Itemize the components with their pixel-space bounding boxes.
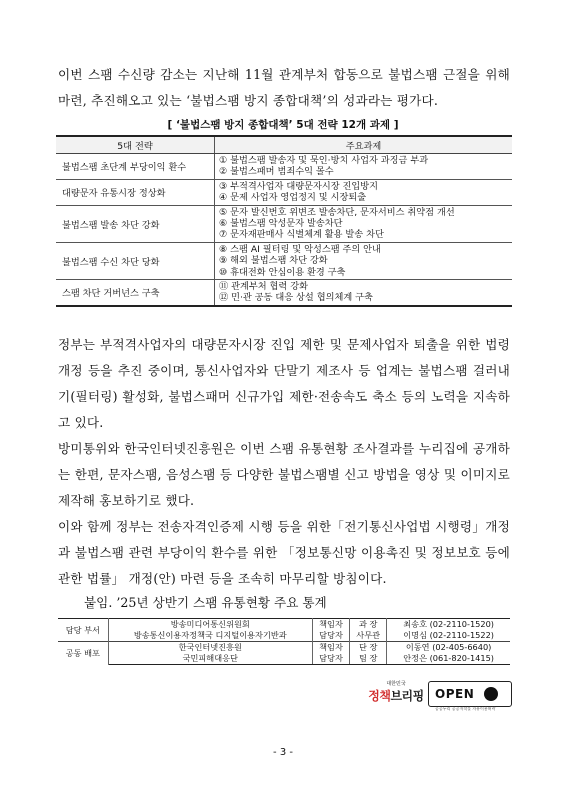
task-item: ⑩ 휴대전화 안심이용 환경 구축 bbox=[219, 266, 346, 278]
strategy-row bbox=[56, 280, 512, 306]
contact-org: 방송통신이용자정책국 디지털이용자기반과 bbox=[108, 630, 312, 642]
strategy-row bbox=[56, 205, 512, 242]
contact-title: 단 장 bbox=[350, 642, 387, 654]
contact-name-phone: 이명심 (02-2110-1522) bbox=[403, 630, 494, 640]
contact-org: 방송미디어통신위원회 bbox=[108, 619, 312, 631]
tasks-cell bbox=[215, 154, 513, 180]
logo-red-text: 정책 bbox=[368, 689, 391, 703]
task-item: ② 불법스패머 범죄수익 몰수 bbox=[219, 166, 334, 178]
strategy-table bbox=[56, 135, 512, 307]
strategy-cell: 불법스팸 수신 차단 당화 bbox=[56, 242, 215, 279]
strategy-row bbox=[56, 154, 512, 180]
contact-role: 담당자 bbox=[312, 630, 349, 642]
tasks-cell bbox=[215, 242, 513, 279]
paragraph-law-revision: 이와 함께 정부는 전송자격인증제 시행 등을 위한「전기통신사업법 시행령」개정과 불법스팸 관련 부당이익 환수를 위한 「정보통신망 이용촉진 및 정보보호 등에 관한 법률」 개정(안) 마련 등을 조속히 마무리할 방침이다. bbox=[58, 519, 510, 586]
task-item: ⑨ 해외 불법스팸 차단 강화 bbox=[219, 255, 328, 267]
logo-black-text: 브리핑 bbox=[390, 689, 424, 703]
task-item: ⑪ 관계부처 협력 강화 bbox=[219, 281, 308, 293]
contact-org: 한국인터넷진흥원 bbox=[108, 642, 312, 654]
logo-small-text: 대한민국 bbox=[386, 681, 406, 687]
page-number: - 3 - bbox=[273, 747, 293, 758]
strategy-cell: 불법스팸 초단계 부당이익 환수 bbox=[56, 154, 215, 180]
contact-group: 공동 배포 bbox=[58, 642, 108, 665]
strategy-table-header bbox=[56, 136, 512, 154]
contact-group: 담당 부서 bbox=[58, 619, 108, 642]
task-item: ③ 부적격사업자 대량문자시장 진입방지 bbox=[219, 180, 378, 192]
header-tasks: 주요과제 bbox=[215, 136, 513, 154]
paragraph-promotion: 방미통위와 한국인터넷진흥원은 이번 스팸 유통현황 조사결과를 누리집에 공개하는 한편, 문자스팸, 음성스팸 등 다양한 불법스팸별 신고 방법을 영상 및 이미지로 제작해 홍보하기로 했다. bbox=[58, 441, 510, 508]
contact-table bbox=[58, 618, 510, 665]
contact-role: 책임자 bbox=[312, 642, 349, 654]
contact-row bbox=[58, 642, 510, 654]
contact-name-phone: 최송호 (02-2110-1520) bbox=[387, 619, 510, 631]
open-subtext: 공공누리 공공저작물 자유이용허락 bbox=[435, 706, 496, 711]
contact-role: 책임자 bbox=[312, 619, 349, 631]
tasks-cell bbox=[215, 205, 513, 242]
strategy-row bbox=[56, 242, 512, 279]
contact-title: 과 장 bbox=[350, 619, 387, 631]
strategy-cell: 불법스팸 발송 차단 강화 bbox=[56, 205, 215, 242]
task-item: ① 불법스팸 발송자 및 묵인·방치 사업자 과징금 부과 bbox=[219, 155, 429, 166]
contact-title: 사무관 bbox=[350, 630, 387, 642]
open-license-logo bbox=[428, 681, 512, 711]
task-item: ⑤ 문자 발신번호 위변조 발송차단, 문자서비스 취약점 개선 bbox=[219, 206, 455, 218]
contact-row bbox=[58, 619, 510, 631]
strategy-cell: 대량문자 유통시장 정상화 bbox=[56, 179, 215, 205]
task-item: ⑦ 문자재판매사 식별체계 활용 발송 차단 bbox=[219, 229, 384, 241]
logo-big-text bbox=[368, 687, 424, 704]
tasks-cell bbox=[215, 280, 513, 306]
strategy-row bbox=[56, 179, 512, 205]
task-item: ⑥ 불법스팸 악성문자 발송차단 bbox=[219, 218, 343, 230]
contact-role: 담당자 bbox=[312, 653, 349, 665]
contact-row bbox=[58, 630, 510, 642]
header-strategy: 5대 전략 bbox=[56, 136, 215, 154]
contact-name-phone: 이동연 (02-405-6640) bbox=[387, 642, 510, 654]
open-text: OPEN bbox=[435, 687, 475, 701]
paragraph-spam-decrease: 이번 스팸 수신량 감소는 지난해 11월 관계부처 합동으로 불법스팸 근절을 위해 마련, 추진해오고 있는 ‘불법스팸 방지 종합대책’의 성과라는 평가다. bbox=[58, 67, 510, 108]
contact-name-phone: 안정은 (061-820-1415) bbox=[387, 653, 510, 665]
contact-title: 팀 장 bbox=[350, 653, 387, 665]
strategy-cell: 스팸 차단 거버넌스 구축 bbox=[56, 280, 215, 306]
task-item: ⑧ 스팸 AI 필터링 및 악성스팸 주의 안내 bbox=[219, 243, 381, 255]
tasks-cell bbox=[215, 179, 513, 205]
strategy-table-title: [ ‘불법스팸 방지 종합대책’ 5대 전략 12개 과제 ] bbox=[167, 119, 399, 131]
contact-row bbox=[58, 653, 510, 665]
task-item: ⑫ 민·관 공동 대응 상설 협의체계 구축 bbox=[219, 292, 373, 304]
person-icon bbox=[484, 687, 498, 701]
attachment-note: 붙임. ’25년 상반기 스팸 유통현황 주요 통계 bbox=[84, 595, 327, 610]
paragraph-government-measures: 정부는 부적격사업자의 대량문자시장 진입 제한 및 문제사업자 퇴출을 위한 법령 개정 등을 추진 중이며, 통신사업자와 단말기 제조사 등 업계는 불법스팸 걸러내기(필터링) 활성화, 불법스패머 신규가입 제한·전송속도 축소 등의 노력을 지속하고 있다. bbox=[58, 337, 510, 430]
task-item: ④ 문제 사업자 영업정지 및 시장퇴출 bbox=[219, 192, 367, 204]
contact-org: 국민피해대응단 bbox=[108, 653, 312, 665]
policy-briefing-logo bbox=[368, 680, 424, 710]
